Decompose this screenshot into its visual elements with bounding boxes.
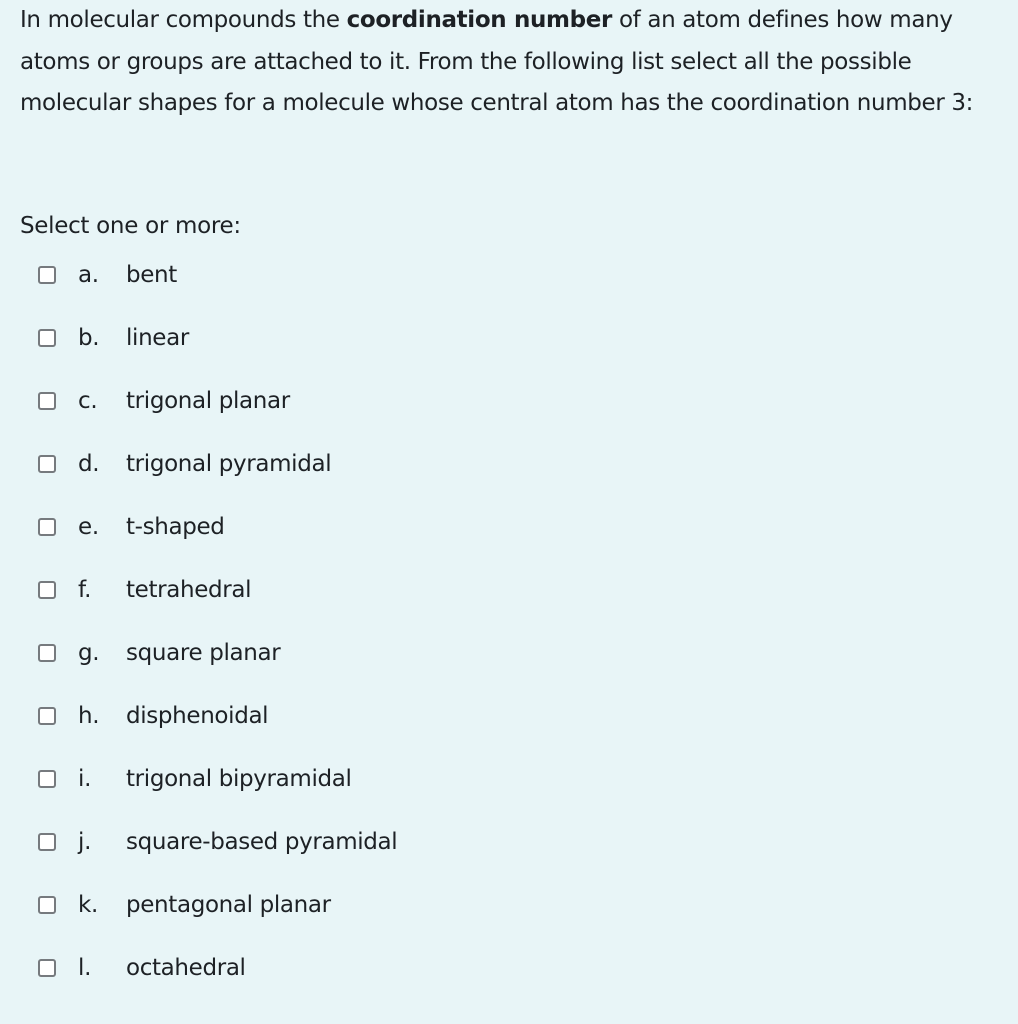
option-label: trigonal pyramidal [126,451,332,477]
option-label: t-shaped [126,514,225,540]
option-letter: c. [78,388,98,414]
option-letter: f. [78,577,92,603]
option-letter: l. [78,955,92,981]
option-letter: k. [78,892,99,918]
option-letter: e. [78,514,99,540]
checkbox[interactable] [38,707,56,725]
question-text-part2: of an atom defines how many atoms or groups are attached to it. From the following list select all the possible molecular shapes for a molecule whose central atom has the coordination number 3: [20,7,974,116]
option-label: octahedral [126,955,246,981]
option-label: tetrahedral [126,577,252,603]
checkbox[interactable] [38,266,56,284]
option-letter: i. [78,766,92,792]
checkbox[interactable] [38,518,56,536]
question-text [20,0,1010,125]
option-letter: b. [78,325,100,351]
checkbox[interactable] [38,329,56,347]
checkbox[interactable] [38,644,56,662]
question-text-part1: In molecular compounds the [20,7,347,33]
option-label: square-based pyramidal [126,829,398,855]
checkbox[interactable] [38,581,56,599]
option-letter: d. [78,451,100,477]
checkbox[interactable] [38,770,56,788]
checkbox[interactable] [38,959,56,977]
checkbox[interactable] [38,392,56,410]
option-label: square planar [126,640,281,666]
option-label: linear [126,325,189,351]
option-letter: a. [78,262,99,288]
option-letter: j. [78,829,92,855]
option-letter: g. [78,640,100,666]
option-label: bent [126,262,177,288]
checkbox[interactable] [38,896,56,914]
option-label: pentagonal planar [126,892,331,918]
checkbox[interactable] [38,833,56,851]
checkbox[interactable] [38,455,56,473]
option-letter: h. [78,703,100,729]
option-label: trigonal bipyramidal [126,766,352,792]
option-label: disphenoidal [126,703,269,729]
answer-prompt: Select one or more: [20,213,241,239]
question-text-bold: coordination number [346,7,612,33]
option-label: trigonal planar [126,388,290,414]
